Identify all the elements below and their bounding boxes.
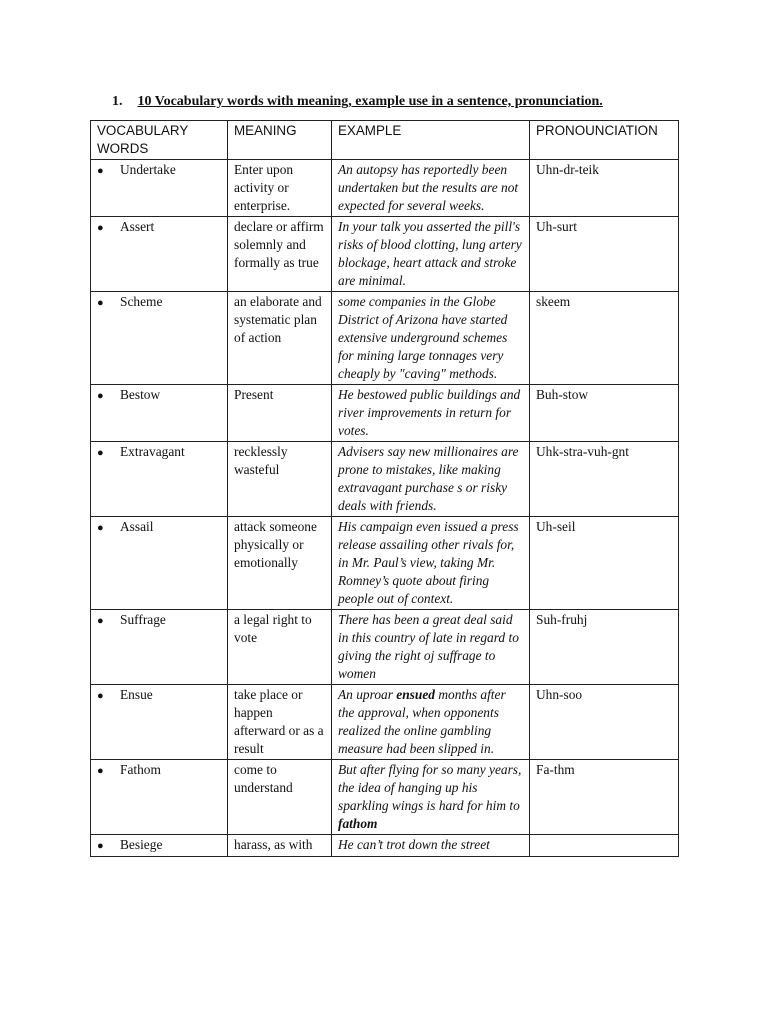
bullet-icon: ● <box>97 165 104 177</box>
vocab-meaning: attack someone physically or emotionally <box>228 517 332 610</box>
vocab-meaning: declare or affirm solemnly and formally as true <box>228 217 332 292</box>
bullet-icon: ● <box>97 222 104 234</box>
vocab-pronunciation: Suh-fruhj <box>530 610 679 685</box>
vocab-meaning: a legal right to vote <box>228 610 332 685</box>
vocab-pronunciation: Uh-surt <box>530 217 679 292</box>
section-heading <box>112 94 603 110</box>
vocab-pronunciation: skeem <box>530 292 679 385</box>
header-pronunciation: PRONOUNCIATION <box>530 121 679 160</box>
section-title: 10 Vocabulary words with meaning, example use in a sentence, pronunciation. <box>137 94 603 109</box>
header-vocabulary-words: VOCABULARY WORDS <box>91 121 228 160</box>
vocab-example: An uproar ensued months after the approval, when opponents realized the online gambling measure had been slipped in. <box>332 685 530 760</box>
table-header-row <box>91 121 679 160</box>
bullet-icon: ● <box>97 690 104 702</box>
vocab-meaning: an elaborate and systematic plan of action <box>228 292 332 385</box>
bullet-icon: ● <box>97 522 104 534</box>
vocab-meaning: come to understand <box>228 760 332 835</box>
vocab-word: ● Scheme <box>91 292 228 385</box>
vocab-meaning: recklessly wasteful <box>228 442 332 517</box>
vocab-word: ● Besiege <box>91 835 228 857</box>
vocab-example: In your talk you asserted the pill's risks of blood clotting, lung artery blockage, heart attack and stroke are minimal. <box>332 217 530 292</box>
table-row <box>91 442 679 517</box>
header-meaning: MEANING <box>228 121 332 160</box>
table-row <box>91 517 679 610</box>
table-row <box>91 760 679 835</box>
table-row <box>91 217 679 292</box>
vocab-word: ● Extravagant <box>91 442 228 517</box>
table-row <box>91 160 679 217</box>
vocab-word: ● Suffrage <box>91 610 228 685</box>
table-row <box>91 610 679 685</box>
vocab-pronunciation: Uhn-dr-teik <box>530 160 679 217</box>
section-number: 1. <box>112 94 123 109</box>
header-example: EXAMPLE <box>332 121 530 160</box>
vocab-pronunciation: Fa-thm <box>530 760 679 835</box>
bullet-icon: ● <box>97 297 104 309</box>
vocab-word: ● Assert <box>91 217 228 292</box>
vocab-word: ● Ensue <box>91 685 228 760</box>
vocab-example: Advisers say new millionaires are prone to mistakes, like making extravagant purchase s or risky deals with friends. <box>332 442 530 517</box>
table-row <box>91 685 679 760</box>
vocab-example: But after flying for so many years, the idea of hanging up his sparkling wings is hard for him to fathom <box>332 760 530 835</box>
vocab-word: ● Undertake <box>91 160 228 217</box>
vocab-pronunciation: Buh-stow <box>530 385 679 442</box>
vocab-meaning: take place or happen afterward or as a result <box>228 685 332 760</box>
vocab-pronunciation <box>530 835 679 857</box>
vocab-word: ● Bestow <box>91 385 228 442</box>
vocab-example: He can’t trot down the street <box>332 835 530 857</box>
highlighted-word: ensued <box>396 687 435 702</box>
vocab-meaning: Present <box>228 385 332 442</box>
vocab-example: some companies in the Globe District of Arizona have started extensive underground schemes for mining large tonnages very cheaply by "caving" methods. <box>332 292 530 385</box>
bullet-icon: ● <box>97 390 104 402</box>
vocab-example: There has been a great deal said in this country of late in regard to giving the right oj suffrage to women <box>332 610 530 685</box>
vocab-pronunciation: Uhk-stra-vuh-gnt <box>530 442 679 517</box>
bullet-icon: ● <box>97 447 104 459</box>
bullet-icon: ● <box>97 765 104 777</box>
table-row <box>91 385 679 442</box>
vocab-meaning: harass, as with <box>228 835 332 857</box>
vocabulary-table <box>90 120 679 857</box>
table-row <box>91 292 679 385</box>
vocab-meaning: Enter upon activity or enterprise. <box>228 160 332 217</box>
table-row <box>91 835 679 857</box>
vocab-word: ● Assail <box>91 517 228 610</box>
bullet-icon: ● <box>97 840 104 852</box>
vocab-pronunciation: Uh-seil <box>530 517 679 610</box>
bullet-icon: ● <box>97 615 104 627</box>
vocab-word: ● Fathom <box>91 760 228 835</box>
vocab-pronunciation: Uhn-soo <box>530 685 679 760</box>
vocab-example: He bestowed public buildings and river improvements in return for votes. <box>332 385 530 442</box>
highlighted-word: fathom <box>338 816 378 831</box>
vocab-example: His campaign even issued a press release assailing other rivals for, in Mr. Paul’s view, taking Mr. Romney’s quote about firing people out of context. <box>332 517 530 610</box>
vocab-example: An autopsy has reportedly been undertaken but the results are not expected for several weeks. <box>332 160 530 217</box>
